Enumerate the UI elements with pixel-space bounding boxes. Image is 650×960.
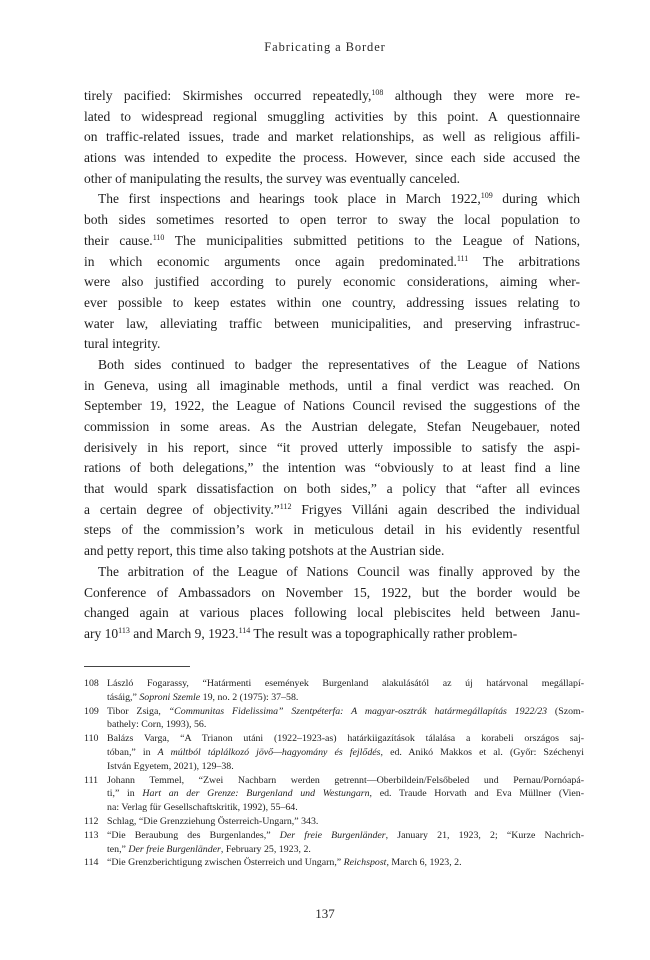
text-run: commission in some areas. As the Austrian delegate, Stefan Neugebauer, noted bbox=[84, 419, 580, 434]
text-line bbox=[84, 479, 580, 500]
text-run: rations of both delegations,” the intention was “obviously to at least find a line bbox=[84, 460, 580, 476]
text-line bbox=[84, 210, 580, 231]
paragraph bbox=[84, 355, 580, 562]
text-run: The municipalities submitted petitions to the League of Nations, bbox=[164, 232, 581, 248]
footnote bbox=[84, 856, 584, 870]
text-run: ten,” bbox=[107, 843, 129, 855]
text-run: during which bbox=[492, 191, 580, 207]
footnote-number: 114 bbox=[84, 857, 99, 869]
text-line bbox=[84, 107, 580, 128]
text-run: and March 9, 1923. bbox=[129, 625, 239, 641]
text-line bbox=[84, 86, 580, 107]
text-line bbox=[84, 562, 580, 583]
footnote-text bbox=[107, 677, 584, 705]
text-run: water law, alleviating traffic between municipalities, and preserving infrastruc- bbox=[84, 315, 580, 331]
footnote-number: 112 bbox=[84, 815, 99, 827]
text-run: Johann Temmel, “Zwei Nachbarn werden getrennt—Oberbildein/Felsőbeled und Pernau/Pornóapá- bbox=[107, 774, 584, 786]
italic-title: Der freie Burgenländer bbox=[279, 829, 386, 841]
body-text bbox=[84, 86, 580, 645]
footnote-number: 108 bbox=[84, 678, 99, 689]
text-line bbox=[84, 500, 580, 521]
footnote-line bbox=[107, 677, 584, 691]
text-run: “Die Grenzberichtigung zwischen Österreich und Ungarn,” bbox=[107, 857, 344, 869]
italic-title: Reichspost bbox=[343, 857, 387, 869]
footnote bbox=[84, 774, 584, 815]
footnote bbox=[84, 815, 584, 829]
footnote bbox=[84, 829, 584, 857]
footnote bbox=[84, 732, 584, 773]
footnote-line bbox=[107, 774, 584, 788]
footnote-line bbox=[107, 760, 584, 774]
text-run: The result was a topographically rather problem- bbox=[250, 625, 518, 641]
text-run: , ed. Anikó Makkos et al. (Győr: Széchenyi bbox=[380, 746, 584, 758]
footnote-line bbox=[107, 801, 584, 815]
italic-title: Soproni Szemle bbox=[139, 691, 201, 703]
footnote-rule bbox=[84, 666, 190, 667]
footnote-line bbox=[107, 718, 584, 732]
text-run: tóban,” in bbox=[107, 746, 158, 758]
text-run: László Fogarassy, “Határmenti események Burgenland alakulásától az új határvonal megállapí- bbox=[107, 678, 584, 689]
text-run: tural integrity. bbox=[84, 336, 161, 352]
footnote-line bbox=[107, 787, 584, 801]
footnote-line bbox=[107, 691, 584, 705]
text-run: The arbitrations bbox=[468, 253, 580, 269]
text-line bbox=[84, 583, 580, 604]
text-run: although they were more re- bbox=[383, 88, 580, 103]
text-run: derisively in his report, since “it proved utterly impossible to satisfy the aspi- bbox=[84, 439, 580, 455]
footnote-ref: 114 bbox=[238, 625, 251, 635]
footnote-line bbox=[107, 746, 584, 760]
text-run: Tibor Zsiga, bbox=[107, 705, 169, 717]
text-line bbox=[84, 376, 580, 397]
footnote-ref: 109 bbox=[480, 191, 493, 201]
footnote-line bbox=[107, 856, 584, 870]
footnote-line bbox=[107, 705, 584, 719]
footnote-line bbox=[107, 732, 584, 746]
footnote-line bbox=[107, 829, 584, 843]
text-run: István Egyetem, 2021), 129–38. bbox=[107, 760, 234, 772]
footnote-text bbox=[107, 829, 584, 857]
footnotes bbox=[84, 677, 584, 870]
text-line bbox=[84, 127, 580, 148]
footnote-number: 111 bbox=[84, 774, 99, 786]
text-run: Both sides continued to badger the representatives of the League of Nations bbox=[98, 356, 580, 372]
text-run: ary 10 bbox=[84, 625, 119, 641]
text-line bbox=[84, 396, 580, 417]
text-line bbox=[84, 603, 580, 624]
footnote-line bbox=[107, 843, 584, 857]
text-run: their cause. bbox=[84, 232, 153, 248]
text-run: that would spark dissatisfaction on both sides,” a policy that “after all evinces bbox=[84, 481, 580, 497]
italic-title: Der freie Burgenländer bbox=[128, 843, 221, 855]
italic-title: “Communitas Fidelissima” Szentpéterfa: A magyar-osztrák határmegállapítás 1922/23 bbox=[168, 705, 548, 717]
text-line bbox=[84, 417, 580, 438]
italic-title: A múltból táplálkozó jövő—hagyomány és fejlődés bbox=[157, 746, 381, 758]
text-run: a certain degree of objectivity.” bbox=[84, 501, 280, 517]
text-run: , ed. Traude Horvath and Eva Müllner (Vien- bbox=[369, 788, 584, 800]
text-run: The arbitration of the League of Nations Council was finally approved by the bbox=[98, 563, 580, 579]
italic-title: Hart an der Grenze: Burgenland und Westungarn bbox=[142, 788, 370, 800]
text-run: (Szom- bbox=[547, 705, 585, 717]
text-line bbox=[84, 624, 580, 645]
text-run: The first inspections and hearings took place in March 1922, bbox=[98, 191, 481, 207]
text-run: September 19, 1922, the League of Nations Council revised the suggestions of the bbox=[84, 398, 580, 414]
text-run: tirely pacified: Skirmishes occurred repeatedly, bbox=[84, 88, 372, 103]
footnote-text bbox=[107, 815, 584, 829]
text-line bbox=[84, 355, 580, 376]
text-run: , February 25, 1923, 2. bbox=[220, 843, 311, 855]
footnote-ref: 108 bbox=[371, 88, 384, 97]
footnote-number: 113 bbox=[84, 829, 99, 841]
text-run: , January 21, 1923, 2; “Kurze Nachrich- bbox=[385, 829, 584, 841]
text-run: Frigyes Villáni again described the individual bbox=[291, 501, 580, 517]
text-run: on traffic-related issues, trade and market relationships, as well as religious affili- bbox=[84, 129, 580, 145]
footnote-text bbox=[107, 732, 584, 773]
text-line bbox=[84, 169, 580, 190]
text-line bbox=[84, 458, 580, 479]
text-run: ations was intended to expedite the process. However, since each side accused the bbox=[84, 150, 580, 166]
footnote bbox=[84, 677, 584, 705]
footnote-text bbox=[107, 705, 584, 733]
text-run: in which economic arguments once again predominated. bbox=[84, 253, 457, 269]
page-number: 137 bbox=[315, 906, 335, 921]
text-run: , March 6, 1923, 2. bbox=[386, 857, 462, 869]
paragraph bbox=[84, 86, 580, 189]
text-run: lated to widespread regional smuggling activities by this point. A questionnaire bbox=[84, 108, 580, 124]
running-head: Fabricating a Border bbox=[264, 40, 386, 54]
text-line bbox=[84, 541, 580, 562]
footnote-text bbox=[107, 774, 584, 815]
text-run: bathely: Corn, 1993), 56. bbox=[107, 719, 207, 731]
footnote-ref: 111 bbox=[456, 253, 469, 263]
text-line bbox=[84, 334, 580, 355]
text-line bbox=[84, 438, 580, 459]
text-line bbox=[84, 252, 580, 273]
text-run: 19, no. 2 (1975): 37–58. bbox=[200, 691, 299, 703]
paragraph bbox=[84, 189, 580, 355]
text-line bbox=[84, 148, 580, 169]
text-run: were also justified according to purely economic considerations, aiming wher- bbox=[84, 274, 580, 290]
text-run: tásáig,” bbox=[107, 691, 140, 703]
text-run: changed again at various places following local plebiscites held between Janu- bbox=[84, 605, 580, 621]
text-run: “Die Beraubung des Burgenlandes,” bbox=[107, 829, 280, 841]
text-line bbox=[84, 520, 580, 541]
text-run: na: Verlag für Gesellschaftskritik, 1992), 55–64. bbox=[107, 802, 298, 814]
text-run: Schlag, “Die Grenzziehung Österreich-Ungarn,” 343. bbox=[107, 815, 319, 827]
text-run: steps of the commission’s work in meticulous detail in his evidently resentful bbox=[84, 522, 580, 538]
text-run: in Geneva, using all imaginable methods, until a final verdict was reached. On bbox=[84, 377, 580, 393]
paragraph bbox=[84, 562, 580, 645]
footnote-ref: 112 bbox=[279, 501, 292, 511]
footnote-text bbox=[107, 856, 584, 870]
text-line bbox=[84, 293, 580, 314]
text-line bbox=[84, 314, 580, 335]
text-line bbox=[84, 272, 580, 293]
footnote-line bbox=[107, 815, 584, 829]
text-run: other of manipulating the results, the survey was eventually canceled. bbox=[84, 170, 461, 186]
footnote-ref: 110 bbox=[152, 232, 165, 242]
footnote-number: 109 bbox=[84, 705, 99, 717]
text-run: ever possible to keep estates within one country, addressing issues relating to bbox=[84, 294, 580, 310]
footnote-number: 110 bbox=[84, 733, 99, 745]
text-run: Balázs Varga, “A Trianon utáni (1922–1923-as) határkiigazítások tálalása a korabeli országos saj- bbox=[107, 733, 584, 745]
text-line bbox=[84, 231, 580, 252]
footnote bbox=[84, 705, 584, 733]
text-run: and petty report, this time also taking potshots at the Austrian side. bbox=[84, 543, 445, 559]
text-line bbox=[84, 189, 580, 210]
footnote-ref: 113 bbox=[118, 625, 130, 635]
text-run: ti,” in bbox=[107, 788, 143, 800]
text-run: both sides sometimes resorted to open terror to sway the local population to bbox=[84, 212, 580, 228]
text-run: Conference of Ambassadors on November 15, 1922, but the border would be bbox=[84, 584, 580, 600]
